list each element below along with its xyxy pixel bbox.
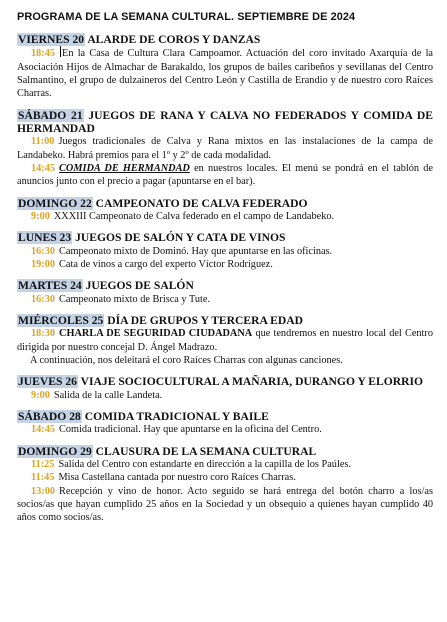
day-label: SÁBADO 21 — [18, 108, 83, 122]
section-domingo-22 — [17, 197, 433, 224]
heading-text: ALARDE DE COROS Y DANZAS — [87, 33, 261, 46]
heading-text: JUEGOS DE RANA Y CALVA NO FEDERADOS Y COMIDA DE HERMANDAD — [17, 108, 433, 135]
event-text: Campeonato mixto de Dominó. Hay que apuntarse en las oficinas. — [59, 245, 333, 257]
day-label: JUEVES 26 — [18, 375, 77, 389]
section-miercoles-25 — [17, 314, 433, 367]
event-text: Cata de vinos a cargo del experto Víctor Rodríguez. — [59, 259, 273, 270]
event-time: 16:30 — [31, 293, 56, 305]
document-title: PROGRAMA DE LA SEMANA CULTURAL. SEPTIEMBRE DE 2024 — [17, 11, 356, 23]
event-line — [17, 485, 433, 525]
event-line — [17, 210, 433, 223]
event-time: 14:45 — [31, 424, 56, 436]
event-text: en nuestros locales. El menú se pondrá en el tablón de anuncios junto con el precio a pagar (apuntarse en el bar). — [17, 163, 433, 188]
event-text: Comida tradicional. Hay que apuntarse en la oficina del Centro. — [59, 424, 322, 436]
event-time: 11:25 — [31, 459, 55, 471]
event-time: 18:30 — [31, 328, 56, 340]
event-text: En la Casa de Cultura Clara Campoamor. Actuación del coro invitado Axarquía de la Asociación Hijos de Almachar de Barakaldo, los grupos de bailes caribeños y sevillanas del Centro Salmantino, el grupo de dulzaineros del Centro León y Castilla de Erandio y de nuestro coro Raíces Charras. — [17, 48, 433, 100]
event-text: A continuación, nos deleitará el coro Raíces Charras con algunas canciones. — [30, 355, 343, 366]
event-text: Juegos tradicionales de Calva y Rana mixtos en las instalaciones de la campa de Landabeko. Habrá premios para el 1º y 2º de cada modalidad. — [17, 136, 433, 161]
event-time: 18:45 — [31, 48, 56, 60]
event-text: Salida del Centro con estandarte en dirección a la capilla de los Paúles. — [58, 459, 351, 471]
day-label: LUNES 23 — [18, 231, 72, 245]
section-heading — [17, 314, 433, 327]
text-cursor — [60, 46, 61, 57]
heading-text: CLAUSURA DE LA SEMANA CULTURAL — [95, 444, 317, 458]
event-time: 19:00 — [31, 259, 56, 270]
event-text: Recepción y vino de honor. Acto seguido se hará entrega del botón charro a los/as socios/as que hayan cumplido 25 años en la Sociedad y un obsequio a quienes hayan cumplido 40 años como socios/as. — [17, 485, 433, 524]
day-label: SÁBADO 28 — [18, 410, 81, 423]
day-label: DOMINGO 29 — [18, 444, 92, 458]
event-line — [17, 354, 433, 367]
event-line — [17, 423, 433, 436]
event-time: 16:30 — [31, 245, 56, 257]
day-label: VIERNES 20 — [18, 33, 85, 46]
event-text: Campeonato mixto de Brisca y Tute. — [59, 293, 211, 305]
event-line — [17, 46, 433, 100]
event-time: 11:45 — [31, 472, 55, 484]
event-line — [17, 162, 433, 189]
section-domingo-29 — [17, 445, 433, 525]
event-line — [17, 258, 433, 271]
section-martes-24 — [17, 279, 433, 306]
heading-text: CAMPEONATO DE CALVA FEDERADO — [95, 196, 308, 210]
section-heading — [17, 33, 433, 46]
heading-text: JUEGOS DE SALÓN Y CATA DE VINOS — [75, 231, 286, 245]
day-label: MIÉRCOLES 25 — [18, 314, 104, 327]
heading-text: DÍA DE GRUPOS Y TERCERA EDAD — [107, 314, 303, 327]
section-heading — [17, 197, 433, 210]
event-time: 13:00 — [31, 485, 56, 497]
event-line — [17, 389, 433, 402]
section-lunes-23 — [17, 231, 433, 271]
event-text: XXXIII Campeonato de Calva federado en el campo de Landabeko. — [53, 211, 335, 222]
event-line — [17, 327, 433, 354]
event-bold: CHARLA DE SEGURIDAD CIUDADANA — [59, 328, 253, 340]
event-line — [17, 135, 433, 162]
event-text: Salida de la calle Landeta. — [53, 389, 163, 401]
event-line — [17, 458, 433, 471]
day-label: DOMINGO 22 — [18, 196, 92, 210]
event-text: que tendremos en nuestro local del Centro dirigida por nuestro concejal D. Ángel Madrazo. — [17, 328, 433, 353]
event-text: Misa Castellana cantada por nuestro coro Raíces Charras. — [58, 472, 296, 484]
event-line — [17, 293, 433, 306]
section-heading — [17, 279, 433, 292]
event-line — [17, 471, 433, 484]
day-label: MARTES 24 — [18, 279, 82, 293]
section-heading — [17, 109, 433, 136]
heading-text: JUEGOS DE SALÓN — [85, 279, 194, 293]
section-heading — [17, 375, 433, 388]
section-sabado-28 — [17, 410, 433, 437]
section-sabado-21 — [17, 109, 433, 189]
section-jueves-26 — [17, 375, 433, 402]
event-time: 14:45 — [31, 163, 56, 174]
section-heading — [17, 410, 433, 423]
event-time: 9:00 — [31, 211, 50, 222]
event-emphasis: COMIDA DE HERMANDAD — [59, 163, 190, 174]
event-line — [17, 245, 433, 258]
section-viernes-20 — [17, 33, 433, 101]
section-heading — [17, 231, 433, 244]
section-heading — [17, 445, 433, 458]
heading-text: VIAJE SOCIOCULTURAL A MAÑARIA, DURANGO Y ELORRIO — [80, 375, 424, 389]
heading-text: COMIDA TRADICIONAL Y BAILE — [84, 410, 269, 423]
event-time: 9:00 — [31, 389, 50, 401]
event-time: 11:00 — [31, 136, 55, 148]
